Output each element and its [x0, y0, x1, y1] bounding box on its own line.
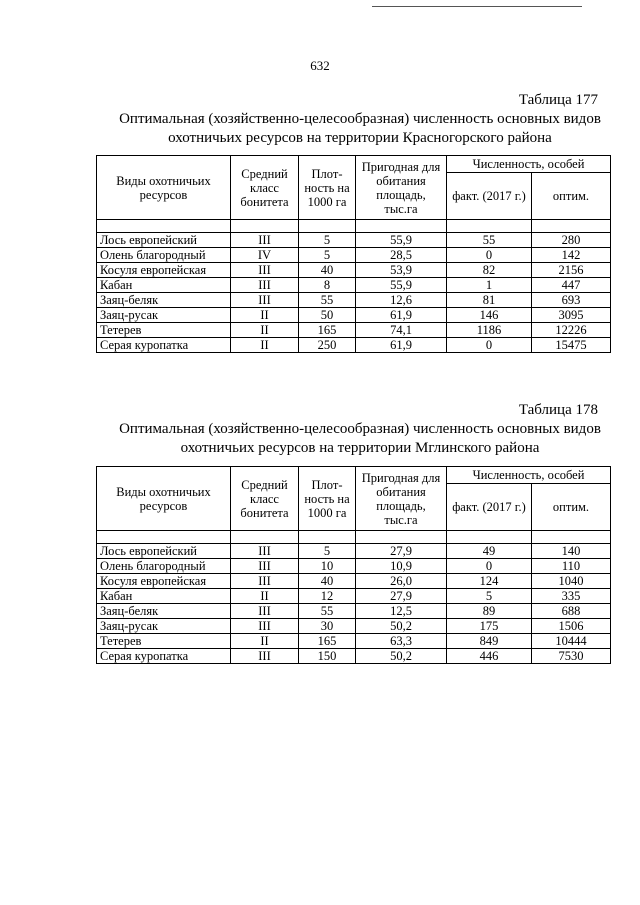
- table-row: [97, 649, 611, 664]
- cell-species: Заяц-русак: [97, 619, 231, 634]
- table-row: [97, 574, 611, 589]
- cell-optim: 142: [532, 248, 611, 263]
- cell-species: Серая куропатка: [97, 338, 231, 353]
- cell-species: Заяц-русак: [97, 308, 231, 323]
- table-row: [97, 589, 611, 604]
- cell-species: Олень благородный: [97, 248, 231, 263]
- cell-bonitet: III: [231, 263, 299, 278]
- table-title-line: охотничьих ресурсов на территории Красногорского района: [168, 130, 552, 146]
- header-density: Плот-ность на 1000 га: [299, 467, 356, 531]
- cell-area: 27,9: [356, 589, 447, 604]
- cell-fact: 0: [447, 559, 532, 574]
- header-bonitet: Средний класс бонитета: [231, 156, 299, 220]
- cell-area: 12,6: [356, 293, 447, 308]
- cell-optim: 447: [532, 278, 611, 293]
- cell-species: Заяц-беляк: [97, 604, 231, 619]
- table-row: [97, 263, 611, 278]
- cell-species: Кабан: [97, 278, 231, 293]
- cell-bonitet: II: [231, 634, 299, 649]
- cell-fact: 175: [447, 619, 532, 634]
- cell-density: 5: [299, 248, 356, 263]
- table-title: [60, 110, 640, 148]
- table-label: Таблица 178: [518, 402, 598, 418]
- cell-optim: 335: [532, 589, 611, 604]
- cell-bonitet: III: [231, 604, 299, 619]
- cell-bonitet: III: [231, 619, 299, 634]
- header-count-group: Численность, особей: [447, 156, 611, 173]
- cell-area: 27,9: [356, 544, 447, 559]
- table-row: [97, 338, 611, 353]
- cell-area: 61,9: [356, 308, 447, 323]
- cell-area: 61,9: [356, 338, 447, 353]
- cell-density: 50: [299, 308, 356, 323]
- cell-fact: 146: [447, 308, 532, 323]
- cell-bonitet: III: [231, 233, 299, 248]
- cell-area: 26,0: [356, 574, 447, 589]
- cell-density: 150: [299, 649, 356, 664]
- cell-species: Косуля европейская: [97, 574, 231, 589]
- cell-species: Косуля европейская: [97, 263, 231, 278]
- table-title-line: охотничьих ресурсов на территории Мглинского района: [180, 440, 540, 456]
- cell-density: 12: [299, 589, 356, 604]
- cell-optim: 10444: [532, 634, 611, 649]
- data-table: [96, 155, 611, 353]
- cell-species: Заяц-беляк: [97, 293, 231, 308]
- cell-bonitet: II: [231, 308, 299, 323]
- cell-optim: 280: [532, 233, 611, 248]
- header-species: Виды охотничьих ресурсов: [97, 467, 231, 531]
- cell-species: Тетерев: [97, 634, 231, 649]
- cell-optim: 2156: [532, 263, 611, 278]
- cell-optim: 140: [532, 544, 611, 559]
- cell-fact: 124: [447, 574, 532, 589]
- header-fact: факт. (2017 г.): [447, 484, 532, 531]
- table-row: [97, 544, 611, 559]
- header-density: Плот-ность на 1000 га: [299, 156, 356, 220]
- cell-bonitet: III: [231, 293, 299, 308]
- cell-species: Серая куропатка: [97, 649, 231, 664]
- table-row: [97, 634, 611, 649]
- cell-bonitet: III: [231, 559, 299, 574]
- cell-optim: 693: [532, 293, 611, 308]
- cell-bonitet: III: [231, 544, 299, 559]
- cell-fact: 1186: [447, 323, 532, 338]
- table-row: [97, 559, 611, 574]
- cell-fact: 0: [447, 338, 532, 353]
- cell-optim: 1506: [532, 619, 611, 634]
- cell-density: 5: [299, 233, 356, 248]
- cell-area: 50,2: [356, 619, 447, 634]
- cell-species: Олень благородный: [97, 559, 231, 574]
- table-row: [97, 323, 611, 338]
- cell-fact: 49: [447, 544, 532, 559]
- table-title-line: Оптимальная (хозяйственно-целесообразная) численность основных видов: [119, 111, 601, 127]
- cell-species: Кабан: [97, 589, 231, 604]
- cell-density: 165: [299, 323, 356, 338]
- page-number: 632: [310, 58, 330, 73]
- cell-optim: 15475: [532, 338, 611, 353]
- cell-area: 10,9: [356, 559, 447, 574]
- cell-fact: 82: [447, 263, 532, 278]
- header-bonitet: Средний класс бонитета: [231, 467, 299, 531]
- cell-bonitet: II: [231, 338, 299, 353]
- cell-species: Лось европейский: [97, 544, 231, 559]
- cell-area: 74,1: [356, 323, 447, 338]
- cell-area: 55,9: [356, 278, 447, 293]
- cell-area: 63,3: [356, 634, 447, 649]
- header-optim: оптим.: [532, 484, 611, 531]
- cell-density: 55: [299, 604, 356, 619]
- cell-optim: 1040: [532, 574, 611, 589]
- cell-area: 28,5: [356, 248, 447, 263]
- cell-density: 30: [299, 619, 356, 634]
- cell-bonitet: III: [231, 278, 299, 293]
- cell-fact: 446: [447, 649, 532, 664]
- cell-fact: 81: [447, 293, 532, 308]
- cell-density: 40: [299, 263, 356, 278]
- table-row: [97, 248, 611, 263]
- header-area: Пригодная для обитания площадь, тыс.га: [356, 156, 447, 220]
- cell-area: 53,9: [356, 263, 447, 278]
- table-title: [60, 420, 640, 458]
- cell-fact: 0: [447, 248, 532, 263]
- cell-optim: 110: [532, 559, 611, 574]
- cell-density: 250: [299, 338, 356, 353]
- cell-area: 12,5: [356, 604, 447, 619]
- table-row: [97, 619, 611, 634]
- cell-density: 55: [299, 293, 356, 308]
- top-rule: [372, 6, 582, 7]
- data-table: [96, 466, 611, 664]
- table-row: [97, 293, 611, 308]
- cell-optim: 7530: [532, 649, 611, 664]
- table-row: [97, 233, 611, 248]
- cell-optim: 3095: [532, 308, 611, 323]
- header-species: Виды охотничьих ресурсов: [97, 156, 231, 220]
- cell-bonitet: IV: [231, 248, 299, 263]
- table-row: [97, 604, 611, 619]
- table-label: Таблица 177: [518, 92, 598, 108]
- cell-optim: 12226: [532, 323, 611, 338]
- header-area: Пригодная для обитания площадь, тыс.га: [356, 467, 447, 531]
- cell-species: Тетерев: [97, 323, 231, 338]
- cell-fact: 55: [447, 233, 532, 248]
- cell-bonitet: II: [231, 323, 299, 338]
- cell-bonitet: III: [231, 649, 299, 664]
- table-title-line: Оптимальная (хозяйственно-целесообразная) численность основных видов: [119, 421, 601, 437]
- cell-density: 40: [299, 574, 356, 589]
- cell-density: 5: [299, 544, 356, 559]
- cell-density: 8: [299, 278, 356, 293]
- header-fact: факт. (2017 г.): [447, 173, 532, 220]
- cell-area: 50,2: [356, 649, 447, 664]
- header-optim: оптим.: [532, 173, 611, 220]
- cell-bonitet: III: [231, 574, 299, 589]
- cell-density: 165: [299, 634, 356, 649]
- cell-bonitet: II: [231, 589, 299, 604]
- cell-density: 10: [299, 559, 356, 574]
- header-count-group: Численность, особей: [447, 467, 611, 484]
- cell-optim: 688: [532, 604, 611, 619]
- table-row: [97, 308, 611, 323]
- cell-species: Лось европейский: [97, 233, 231, 248]
- cell-fact: 849: [447, 634, 532, 649]
- cell-fact: 5: [447, 589, 532, 604]
- table-row: [97, 278, 611, 293]
- cell-fact: 1: [447, 278, 532, 293]
- cell-area: 55,9: [356, 233, 447, 248]
- cell-fact: 89: [447, 604, 532, 619]
